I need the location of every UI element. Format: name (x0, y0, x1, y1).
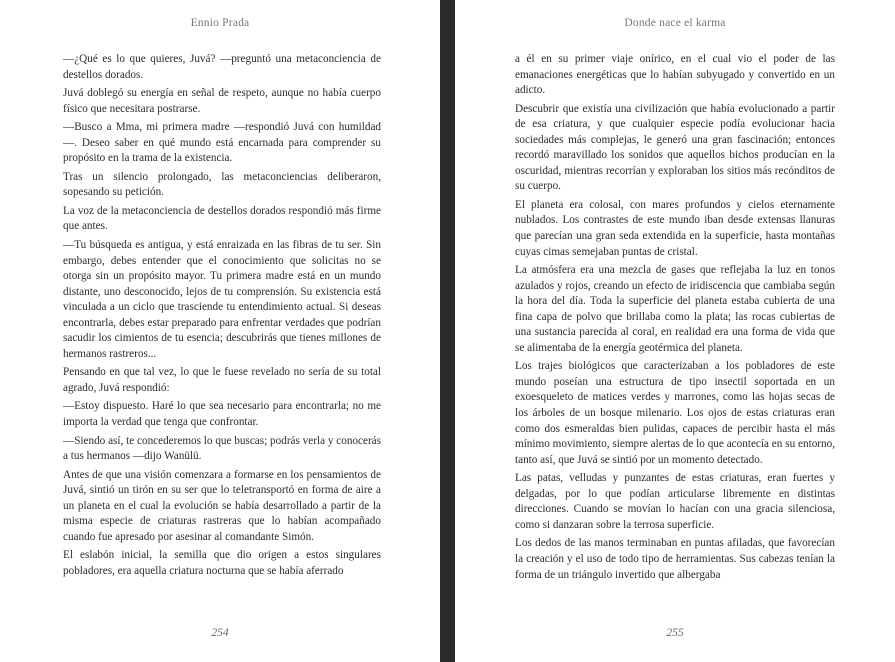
paragraph: Antes de que una visión comenzara a formarse en los pensamientos de Juvá, sintió un tirón en su ser que lo teletransportó en forma de aire a un planeta en el cual la evolución se había desarrollado a partir de la misma especie de criaturas rastreras que lo habían acompañado cuando fue apresado por asesinar al comandante Simón. (63, 468, 381, 543)
paragraph: a él en su primer viaje onírico, en el cual vio el poder de las emanaciones energéticas que lo habían subyugado y convertido en un adicto. (515, 53, 835, 97)
paragraph: —Estoy dispuesto. Haré lo que sea necesario para encontrarla; no me importa la verdad que tenga que confrontar. (63, 400, 381, 429)
paragraph: Las patas, velludas y punzantes de estas criaturas, eran fuertes y delgadas, por lo que podían articularse libremente en distintas direcciones. Cuando se movían lo hacían con una gracia silenciosa, como si danzaran sobre la terrosa superficie. (515, 472, 835, 531)
paragraph: Juvá doblegó su energía en señal de respeto, aunque no había cuerpo físico que necesitara postrarse. (63, 87, 381, 115)
paragraph: Pensando en que tal vez, lo que le fuese revelado no sería de su total agrado, Juvá respondió: (63, 366, 381, 394)
paragraph: —Tu búsqueda es antigua, y está enraizada en las fibras de tu ser. Sin embargo, debes entender que el conocimiento que solicitas no se otorga sin un propósito mayor. Tu primera madre está en un mundo distante, uno desconocido, lejos de tu comprensión. Su existencia está vinculada a un ciclo que trasciende tu entendimiento actual. Si deseas encontrarla, debes estar preparado para enfrentar verdades que podrían sacudir los cimientos de tu esencia; descubrirás que tienes millones de hermanos rastreros... (63, 239, 381, 360)
paragraph: Descubrir que existía una civilización que había evolucionado a partir de esa criatura, y que cualquier especie podía evolucionar hacia sociedades más complejas, le generó una gran fascinación; entonces recordó maravillado los sonidos que aquellos bichos producían en la oscuridad, mientras recorrían y exploraban los sitios más recónditos de su cuerpo. (515, 102, 835, 193)
paragraph: El eslabón inicial, la semilla que dio origen a estos singulares pobladores, era aquella criatura nocturna que se había aferrado (63, 549, 381, 577)
paragraph: —Busco a Mma, mi primera madre —respondió Juvá con humildad—. Deseo saber en qué mundo está encarnada para comprender su propósito en la trama de la existencia. (63, 121, 381, 165)
paragraph: La atmósfera era una mezcla de gases que reflejaba la luz en tonos azulados y rojos, creando un efecto de iridiscencia que cambiaba según la hora del día. Toda la superficie del planeta estaba cubierta de una fina capa de polvo que brillaba como la plata; las rocas cubiertas de una sustancia parecida al coral, en realidad era una forma de vida que se alimentaba de la energía geotérmica del planeta. (515, 264, 835, 354)
running-header-title: Donde nace el karma (624, 17, 726, 29)
paragraph: Tras un silencio prolongado, las metaconciencias deliberaron, sopesando su petición. (63, 170, 381, 199)
paragraph: —¿Qué es lo que quieres, Juvá? —preguntó una metaconciencia de destellos dorados. (63, 53, 381, 81)
paragraph: La voz de la metaconciencia de destellos dorados respondió más firme que antes. (63, 204, 381, 233)
page-number-right: 255 (666, 627, 684, 639)
book-gutter (440, 0, 455, 662)
page-body-right (515, 52, 835, 586)
left-page (0, 0, 440, 662)
paragraph: Los trajes biológicos que caracterizaban a los pobladores de este mundo poseían una estructura de tipo insectil soportada en un exoesqueleto de matices verdes y marrones, como las hojas secas de los árboles de un bosque milenario. Los ojos de estas criaturas eran como dos esmeraldas bien pulidas, capaces de percibir hasta el más mínimo movimiento, siempre alertas de lo que acontecía en su entorno, tanto así, que Juvá se sintió por un momento detectado. (515, 360, 835, 466)
paragraph: El planeta era colosal, con mares profundos y cielos eternamente nublados. Los contrastes de este mundo iban desde extensas llanuras que parecían una gran seda extendida en la superficie, hasta montañas cuyas cimas semejaban puntas de cristal. (515, 198, 835, 258)
paragraph: —Siendo así, te concederemos lo que buscas; podrás verla y conocerás a tus hermanos —dijo Wanülü. (63, 434, 381, 463)
right-page (455, 0, 895, 662)
page-body-left (63, 52, 381, 583)
page-number-left: 254 (211, 627, 229, 639)
paragraph: Los dedos de las manos terminaban en puntas afiladas, que favorecían la creación y el uso de todo tipo de herramientas. Sus cabezas tenían la forma de un triángulo invertido que albergaba (515, 537, 835, 581)
running-header-author: Ennio Prada (190, 17, 250, 29)
